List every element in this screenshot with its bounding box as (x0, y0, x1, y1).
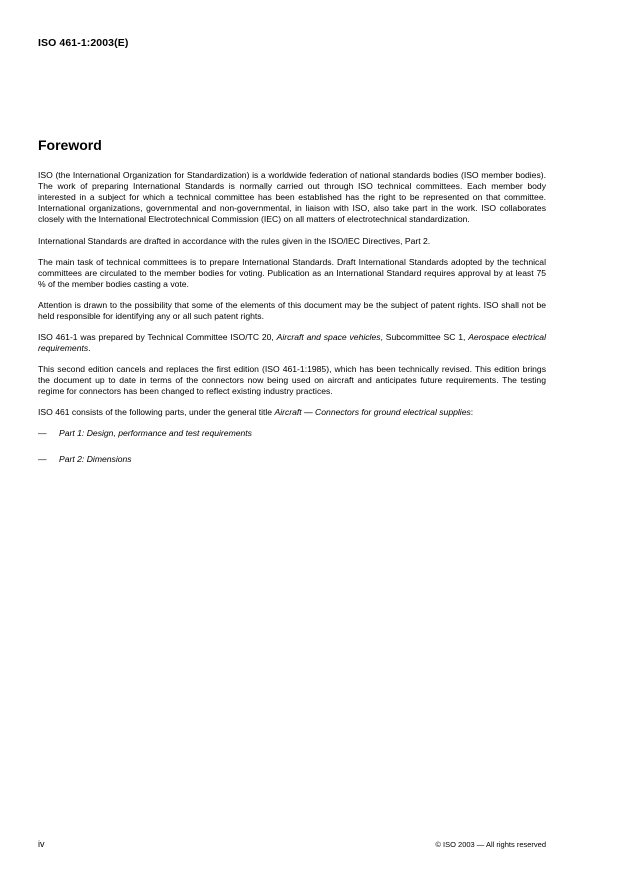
paragraph-patent-rights: Attention is drawn to the possibility that some of the elements of this document may be the subject of patent rights. ISO shall not be held responsible for identifying any or all such patent rights. (38, 300, 546, 321)
paragraph-edition: This second edition cancels and replaces the first edition (ISO 461-1:1985), which has been technically revised. This edition brings the document up to date in terms of the connectors now being used on aircraft and anticipates future requirements. The testing regime for connectors has been changed to reflect existing industry practices. (38, 364, 546, 396)
preparation-text-a: ISO 461-1 was prepared by Technical Committee ISO/TC 20, (38, 332, 277, 342)
parts-intro-text-a: ISO 461 consists of the following parts, under the general title (38, 407, 275, 417)
parts-list (38, 428, 546, 465)
subcommittee-name: Aerospace electrical requirements (38, 332, 546, 353)
paragraph-committee-task: The main task of technical committees is to prepare International Standards. Draft International Standards adopted by the technical committees are circulated to the member bodies for voting. Publication as an International Standard requires approval by at least 75 % of the member bodies casting a vote. (38, 257, 546, 289)
dash-bullet: — (38, 428, 47, 438)
dash-bullet: — (38, 454, 47, 464)
list-item (38, 454, 546, 465)
paragraph-preparation (38, 332, 546, 354)
paragraph-iso-intro: ISO (the International Organization for Standardization) is a worldwide federation of national standards bodies (ISO member bodies). The work of preparing International Standards is normally carried out through ISO technical committees. Each member body interested in a subject for which a technical committee has been established has the right to be represented on that committee. International organizations, governmental and non-governmental, in liaison with ISO, also take part in the work. ISO collaborates closely with the International Electrotechnical Commission (IEC) on all matters of electrotechnical standardization. (38, 170, 546, 224)
parts-intro-text-c: : (470, 407, 474, 417)
page-number: iv (38, 839, 45, 849)
committee-name: Aircraft and space vehicles (276, 332, 381, 342)
list-item-label: Part 2: Dimensions (59, 454, 132, 464)
general-title: Aircraft — Connectors for ground electrical supplies (274, 407, 471, 417)
copyright-notice: © ISO 2003 — All rights reserved (435, 840, 546, 849)
list-item (38, 428, 546, 439)
list-item-label: Part 1: Design, performance and test requirements (59, 428, 252, 438)
page-title: Foreword (38, 137, 102, 153)
document-id: ISO 461-1:2003(E) (38, 37, 129, 49)
paragraph-directives: International Standards are drafted in accordance with the rules given in the ISO/IEC Directives, Part 2. (38, 236, 431, 246)
preparation-text-e: . (88, 343, 91, 353)
paragraph-parts-intro (38, 407, 546, 418)
foreword-body (38, 170, 546, 480)
preparation-text-c: , Subcommittee SC 1, (380, 332, 469, 342)
